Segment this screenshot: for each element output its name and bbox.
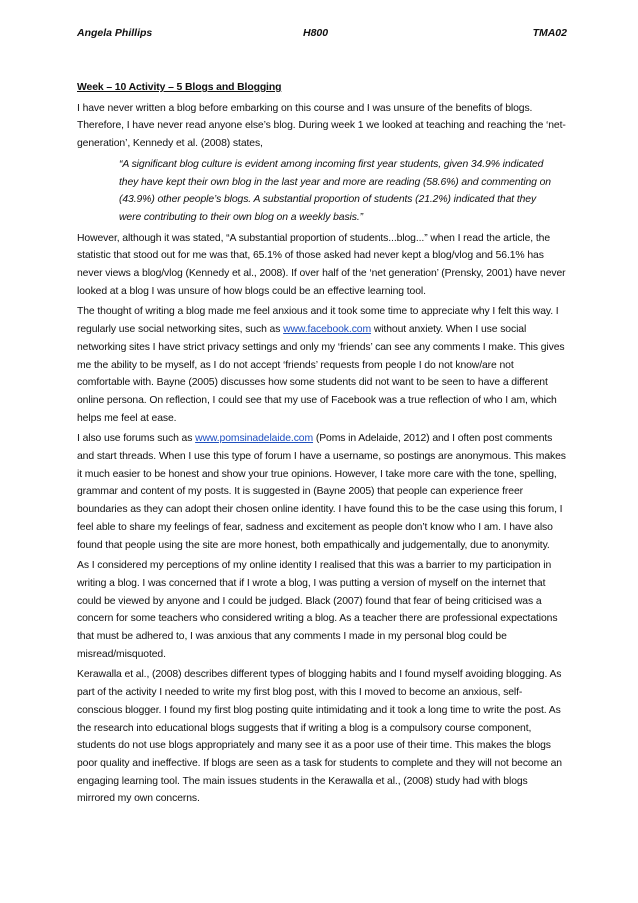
paragraph-4-text-after: (Poms in Adelaide, 2012) and I often post comments and start threads. When I use this type of forum I have a username, so postings are anonymous. This makes it much easier to be honest and show your true opinions. However, I take more care with the tone, spelling, grammar and content of my posts. It is suggested in (Bayne 2005) that people can experience freer boundaries as they can adopt their chosen online identity. I have found this to be the case using this forum, I feel able to share my feelings of fear, sadness and excitement as people don’t know who I am. I have also found that people using the site are more honest, both empathically and judgementally, due to anonymity. [77, 433, 566, 551]
paragraph-3-text-before: The thought of writing a blog made me feel anxious and it took some time to appreciate why I felt this way. I regularly use social networking sites, such as [77, 306, 559, 336]
document-body [77, 79, 567, 811]
pomsinadelaide-link[interactable]: www.pomsinadelaide.com [195, 433, 314, 445]
paragraph-5: As I considered my perceptions of my online identity I realised that this was a barrier to my participation in writing a blog. I was concerned that if I wrote a blog, I was putting a version of myself on the internet that could be viewed by anyone and I could be judged. Black (2007) found that fear of being criticised was a concern for some teachers who considered writing a blog. As a teacher there are professional expectations that must be adhered to, I was anxious that any comments I made in my personal blog could be misread/misquoted. [77, 560, 558, 660]
paragraph-6: Kerawalla et al., (2008) describes different types of blogging habits and I found myself avoiding blogging. As part of the activity I needed to write my first blog post, with this I moved to become an anxious, self-conscious blogger. I found my first blog posting quite intimidating and it took a long time to write the post. As the research into educational blogs suggests that if writing a blog is a compulsory course component, students do not use blogs appropriately and many see it as a poor use of their time. This makes the blogs poor quality and ineffective. If blogs are seen as a task for students to complete and they will not become an engaging learning tool. The main issues students in the Kerawalla et al., (2008) study had with blogs mirrored my own concerns. [77, 669, 562, 805]
block-quote: “A significant blog culture is evident among incoming first year students, given 34.9% indicated they have kept their own blog in the last year and more are reading (58.6%) and commenting on (43.9%) other people’s blogs. A substantial proportion of students (21.2%) indicated that they were contributing to their own blog on a weekly basis.” [119, 158, 551, 223]
paragraph-4-text-before: I also use forums such as [77, 433, 196, 445]
paragraph-3-text-after: without anxiety. When I use social networking sites I have strict privacy settings and only my ‘friends’ can see any comments I make. This gives me the ability to be myself, as I do not accept ‘friends’ requests from people I do not know/are not comfortable with. Bayne (2005) discusses how some students did not want to be seen to have a different online persona. On reflection, I could see that my use of Facebook was a true reflection of who I am, which helps me feel at ease. [77, 324, 565, 424]
paragraph-3 [77, 303, 567, 427]
header-assignment: TMA02 [532, 27, 567, 39]
section-heading: Week – 10 Activity – 5 Blogs and Blogging [77, 82, 282, 93]
header-author: Angela Phillips [77, 27, 153, 39]
paragraph-2: However, although it was stated, “A substantial proportion of students...blog...” when I read the article, the statistic that stood out for me was that, 65.1% of those asked had never kept a blog/vlog and 56.1% has never views a blog/vlog (Kennedy et al., 2008). If over half of the ‘net generation’ (Prensky, 2001) have never looked at a blog I was unsure of how blogs could be an effective learning tool. [77, 232, 566, 297]
paragraph-4 [77, 430, 567, 554]
page-header [77, 27, 567, 43]
facebook-link[interactable]: www.facebook.com [283, 324, 372, 336]
paragraph-1: I have never written a blog before embarking on this course and I was unsure of the benefits of blogs. Therefore, I have never read anyone else’s blog. During week 1 we looked at teaching and reaching the ‘net-generation’, Kennedy et al. (2008) states, [77, 102, 566, 150]
header-course: H800 [303, 27, 329, 39]
